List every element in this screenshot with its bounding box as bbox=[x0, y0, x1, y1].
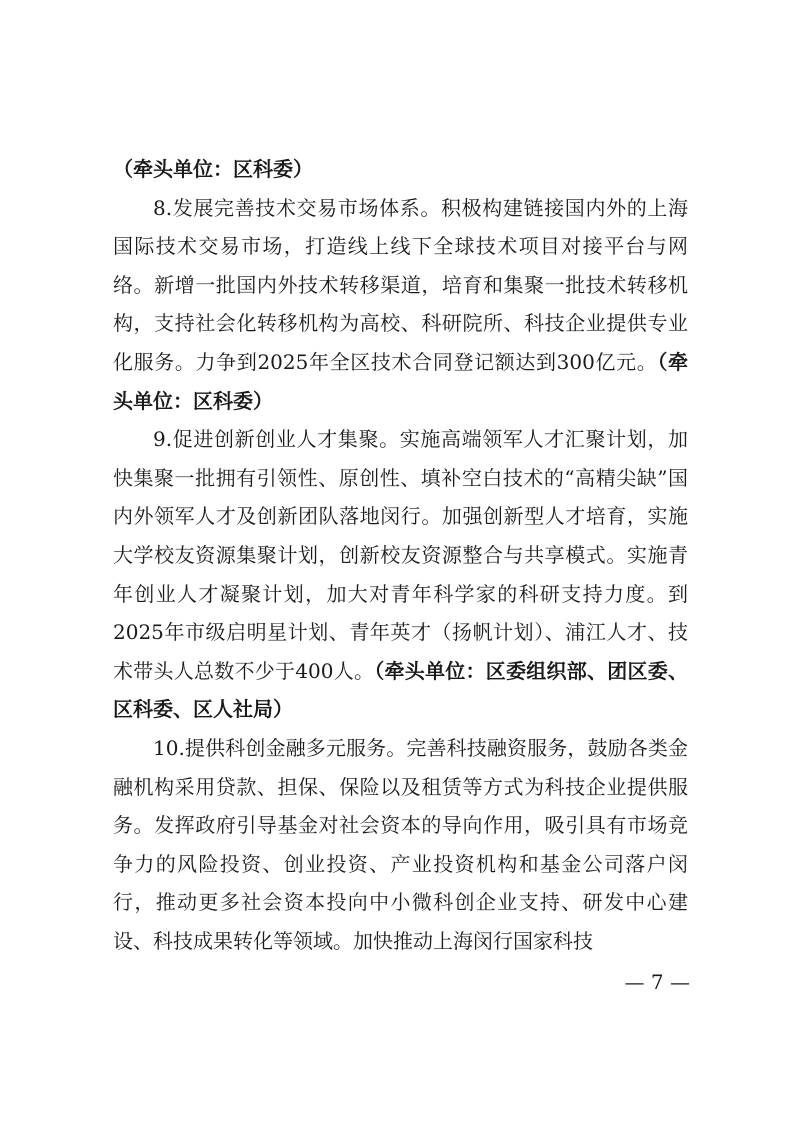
item-8-lead-unit: （牵头单位：区科委） bbox=[113, 349, 688, 413]
item-10-text: 10.提供科创金融多元服务。完善科技融资服务，鼓励各类金融机构采用贷款、担保、保险以及租赁等方式为科技企业提供服务。发挥政府引导基金对社会资本的导向作用，吸引具有市场竞争力的风险投资、创业投资、产业投资机构和基金公司落户闵行，推动更多社会资本投向中小微科创企业支持、研发中心建设、科技成果转化等领域。加快推动上海闵行国家科技 bbox=[113, 735, 688, 953]
document-body bbox=[113, 150, 688, 960]
paragraph-item-9 bbox=[113, 420, 688, 729]
lead-unit-line bbox=[113, 150, 688, 189]
paragraph-item-8 bbox=[113, 189, 688, 421]
item-8-text: 8.发展完善技术交易市场体系。积极构建链接国内外的上海国际技术交易市场，打造线上线下全球技术项目对接平台与网络。新增一批国内外技术转移渠道，培育和集聚一批技术转移机构，支持社会化转移机构为高校、科研院所、科技企业提供专业化服务。力争到2025年全区技术合同登记额达到300亿元。 bbox=[113, 195, 688, 374]
paragraph-item-10 bbox=[113, 729, 688, 961]
lead-unit: （牵头单位：区科委） bbox=[113, 157, 313, 181]
page-number: — 7 — bbox=[624, 970, 690, 994]
item-9-text: 9.促进创新创业人才集聚。实施高端领军人才汇聚计划，加快集聚一批拥有引领性、原创性、填补空白技术的“高精尖缺”国内外领军人才及创新团队落地闵行。加强创新型人才培育，实施大学校友资源集聚计划，创新校友资源整合与共享模式。实施青年创业人才凝聚计划，加大对青年科学家的科研支持力度。到2025年市级启明星计划、青年英才（扬帆计划）、浦江人才、技术带头人总数不少于400人。 bbox=[113, 427, 688, 683]
item-9-lead-unit: （牵头单位：区委组织部、团区委、区科委、区人社局） bbox=[113, 658, 688, 722]
